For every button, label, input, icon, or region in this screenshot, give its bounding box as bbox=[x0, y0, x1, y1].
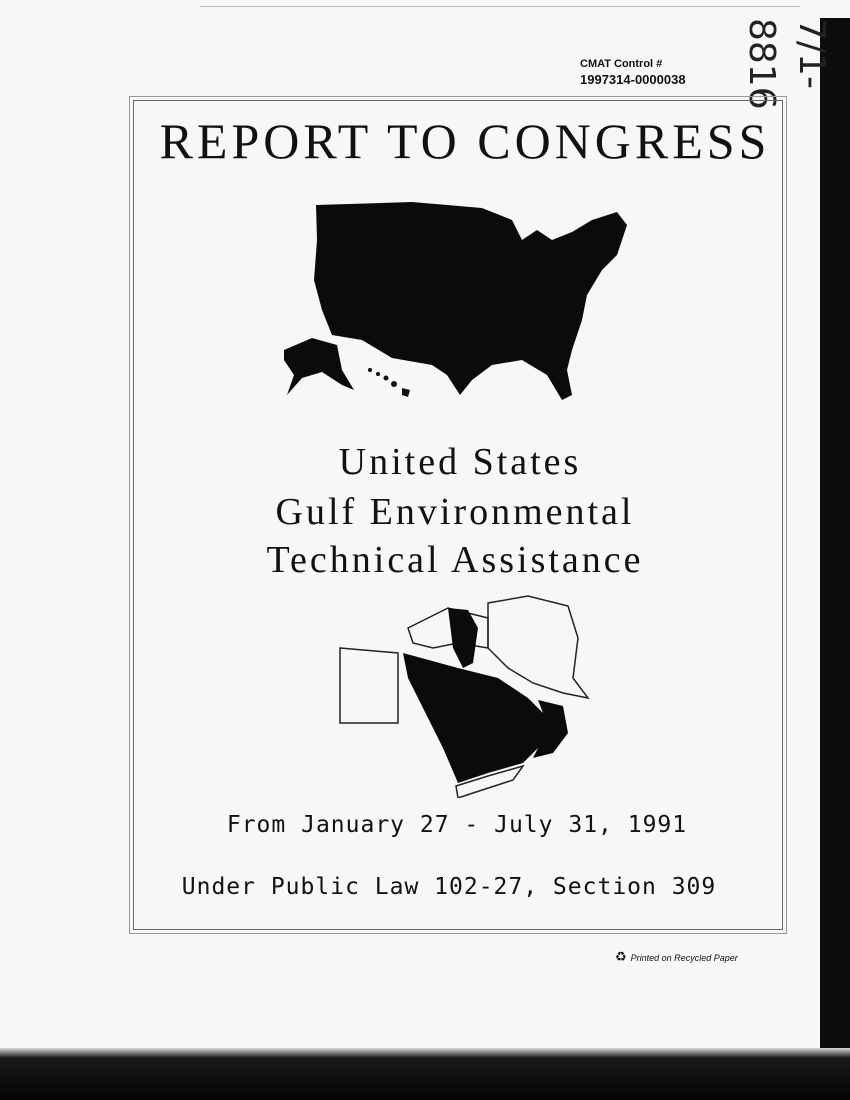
us-map-icon bbox=[282, 200, 652, 405]
scan-edge-bottom bbox=[0, 1048, 850, 1100]
subtitle-line-3: Technical Assistance bbox=[266, 539, 644, 581]
recycle-icon: ♻ bbox=[615, 949, 627, 964]
control-block bbox=[580, 57, 686, 89]
scan-top-rule bbox=[200, 6, 800, 7]
public-law-line: Under Public Law 102-27, Section 309 bbox=[181, 874, 717, 900]
handwritten-note: 7/1-8816 bbox=[741, 18, 832, 110]
subtitle-line-1: United States bbox=[338, 441, 582, 483]
recycled-paper-text: Printed on Recycled Paper bbox=[630, 953, 738, 963]
date-range: From January 27 - July 31, 1991 bbox=[226, 812, 688, 838]
gulf-region-map-icon bbox=[338, 588, 598, 798]
recycled-paper-note bbox=[615, 949, 738, 965]
control-number: 1997314-0000038 bbox=[580, 72, 686, 87]
subtitle-line-2: Gulf Environmental bbox=[275, 491, 635, 533]
control-label: CMAT Control # bbox=[580, 58, 663, 70]
report-title: REPORT TO CONGRESS bbox=[159, 113, 771, 169]
